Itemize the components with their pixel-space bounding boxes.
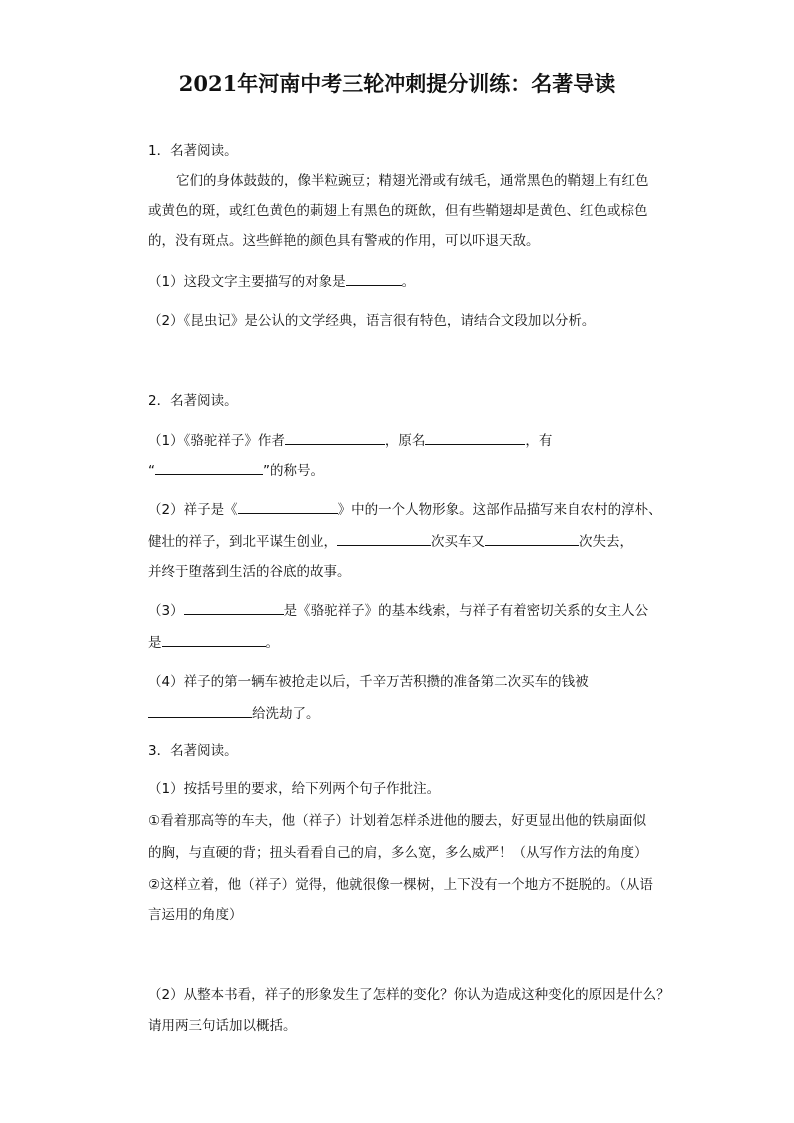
q1-sub2: （2）《昆虫记》是公认的文学经典，语言很有特色，请结合文段加以分析。 [148, 313, 596, 329]
q2-sub1-text-d: “ [148, 463, 155, 479]
q2-book-blank[interactable] [238, 500, 338, 514]
q1-heading: 1．名著阅读。 [148, 143, 238, 159]
q2-sub1-line-2 [148, 461, 324, 480]
q3-item2-line-2: 言运用的角度） [148, 907, 243, 923]
q2-sub3-text-a: （3） [148, 603, 184, 619]
q3-sub2-line-2: 请用两三句话加以概括。 [148, 1018, 297, 1034]
q2-sub3-text-c: 是 [148, 635, 162, 651]
q3-sub2-line-1: （2）从整本书看，祥子的形象发生了怎样的变化？你认为造成这种变化的原因是什么？ [148, 987, 670, 1003]
q1-sub1-end: 。 [401, 274, 416, 290]
q2-heroine-blank[interactable] [162, 633, 266, 647]
q2-sub2-text-b: 》中的一个人物形象。这部作品描写来自农村的淳朴、 [337, 502, 662, 518]
q2-clue-blank[interactable] [184, 601, 284, 615]
q2-original-name-blank[interactable] [425, 431, 525, 445]
q1-sub1 [148, 272, 415, 291]
q2-sub4-line-2 [148, 704, 320, 723]
q2-sub3-text-b: 是《骆驼祥子》的基本线索，与祥子有着密切关系的女主人公 [283, 603, 649, 619]
q2-sub4-line-1: （4）祥子的第一辆车被抢走以后，千辛万苦积攒的准备第二次买车的钱被 [148, 674, 589, 690]
q3-item1-line-1: ①看着那高等的车夫，他（祥子）计划着怎样杀进他的腰去，好更显出他的铁扇面似 [148, 813, 647, 829]
q2-sub1-text-b: ，原名 [384, 433, 426, 449]
q1-sub1-text: （1）这段文字主要描写的对象是 [148, 274, 346, 290]
q2-buy-count-blank[interactable] [337, 532, 431, 546]
q2-sub2-line-3: 并终于堕落到生活的谷底的故事。 [148, 564, 351, 580]
q1-sub1-blank[interactable] [346, 272, 402, 286]
q2-sub1-text-e: ”的称号。 [263, 463, 324, 479]
q2-sub2-text-d: 次买车又 [431, 534, 485, 550]
q2-sub1-text-c: ，有 [525, 433, 553, 449]
q3-sub1: （1）按括号里的要求，给下列两个句子作批注。 [148, 781, 441, 797]
q2-sub3-line-2 [148, 633, 279, 652]
page-title: 2021年河南中考三轮冲刺提分训练：名著导读 [178, 71, 616, 96]
q2-sub2-text-e: 次失去， [579, 534, 633, 550]
q3-item2-line-1: ②这样立着，他（祥子）觉得，他就很像一棵树，上下没有一个地方不挺脱的。（从语 [148, 877, 653, 893]
q2-sub1-text-a: （1）《骆驼祥子》作者 [148, 433, 285, 449]
q2-sub3-line-1 [148, 601, 648, 620]
q2-author-blank[interactable] [285, 431, 385, 445]
q2-title-blank[interactable] [155, 461, 263, 475]
q2-sub4-text-b: 给洗劫了。 [252, 706, 320, 722]
q1-passage-line-2: 或黄色的斑，或红色黄色的莿翅上有黑色的斑飲，但有些鞘翅却是黄色、红色或棕色 [148, 203, 648, 219]
q1-passage-line-1: 它们的身体鼓鼓的，像半粒豌豆；精翅光滑或有绒毛，通常黑色的鞘翅上有红色 [176, 173, 649, 189]
q2-lose-count-blank[interactable] [485, 532, 579, 546]
q1-passage-line-3: 的，没有斑点。这些鲜艳的颜色具有警戒的作用，可以吓退天敌。 [148, 233, 540, 249]
q2-robber-blank[interactable] [148, 704, 252, 718]
q2-heading: 2．名著阅读。 [148, 393, 238, 409]
q2-sub2-text-c: 健壮的祥子，到北平谋生创业， [148, 534, 337, 550]
q3-heading: 3．名著阅读。 [148, 743, 238, 759]
q2-sub1-line-1 [148, 431, 552, 450]
q2-sub2-text-a: （2）祥子是《 [148, 502, 238, 518]
q2-sub3-text-d: 。 [265, 635, 279, 651]
q3-item1-line-2: 的胸，与直硬的背；扭头看看自己的肩，多么宽，多么威严！（从写作方法的角度） [148, 845, 648, 861]
q2-sub2-line-2 [148, 532, 633, 551]
q2-sub2-line-1 [148, 500, 662, 519]
